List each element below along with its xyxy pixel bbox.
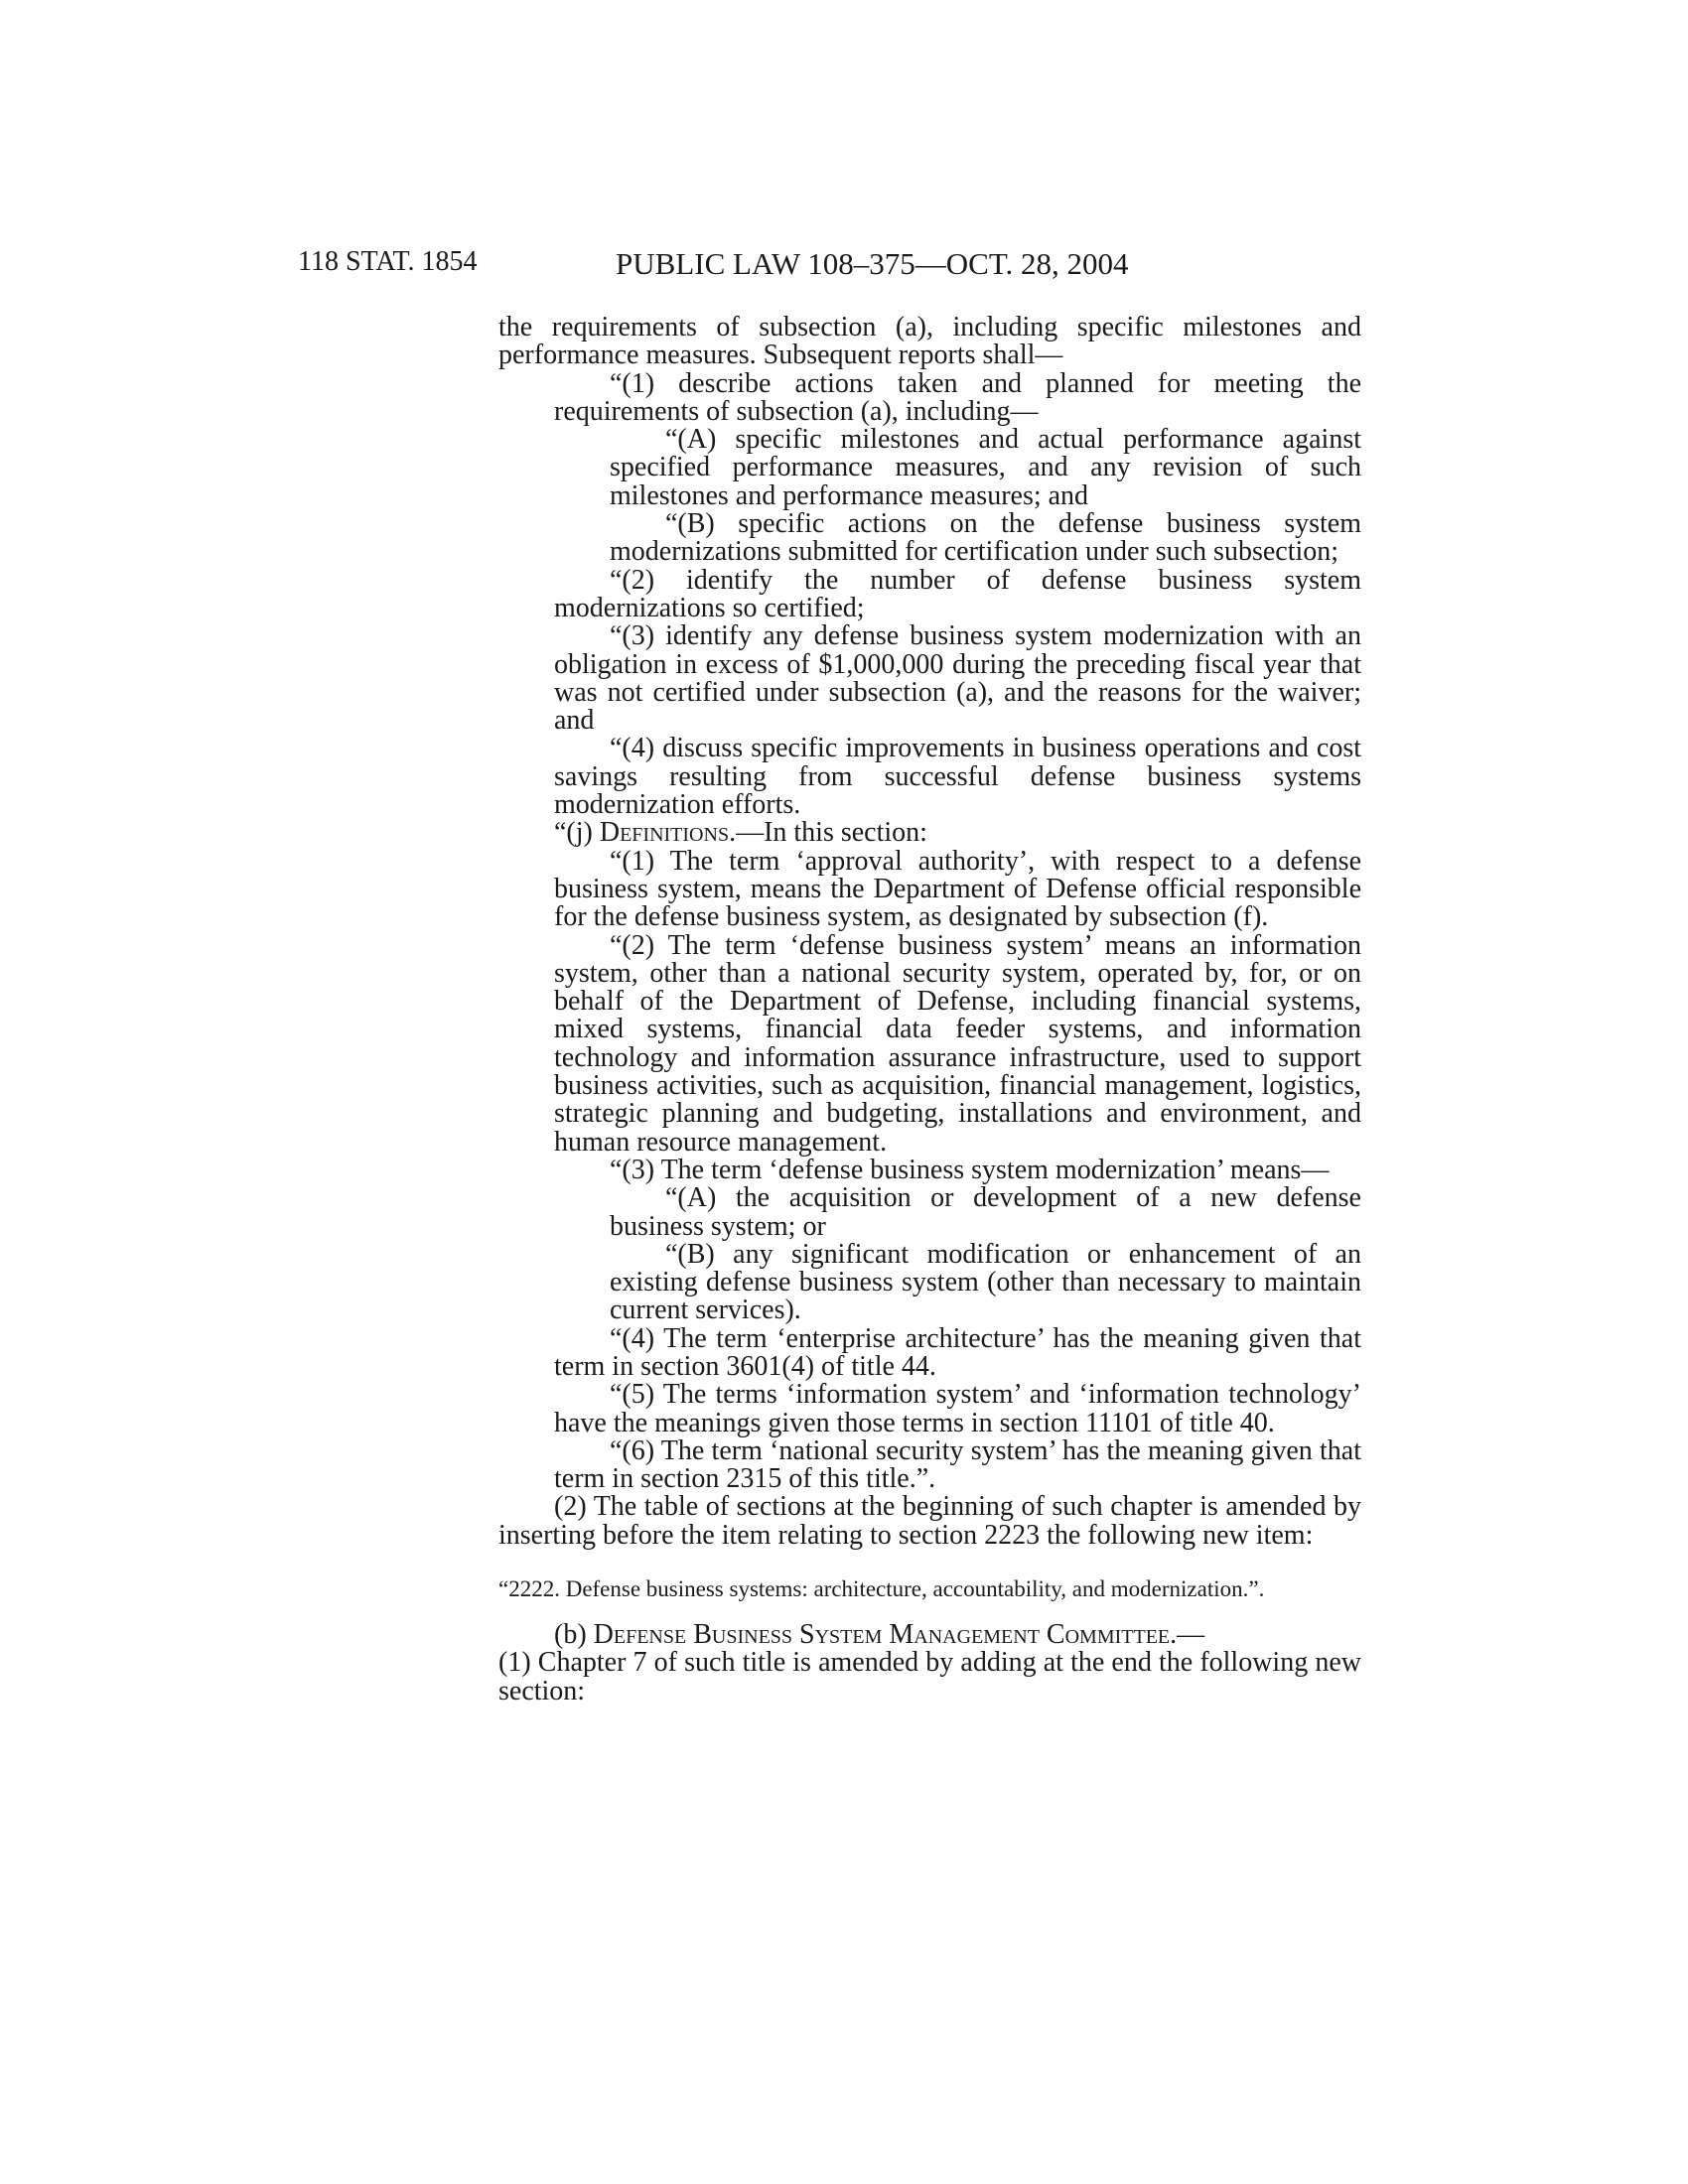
definitions-heading-title: Definitions: [599, 817, 730, 849]
paragraph-report-item-2: “(2) identify the number of defense business system modernizations so certified;: [554, 564, 1361, 623]
definition-modernization-b: “(B) any significant modification or enhancement of an existing defense business system (other than necessary to maintain current services).: [610, 1238, 1361, 1326]
page-header: [0, 246, 1688, 286]
definition-modernization-a: “(A) the acquisition or development of a new defense business system; or: [610, 1182, 1361, 1242]
paragraph-report-item-1: “(1) describe actions taken and planned for meeting the requirements of subsection (a), including—: [554, 367, 1361, 427]
table-of-sections-amendment: (2) The table of sections at the beginning of such chapter is amended by inserting before the item relating to section 2223 the following new item:: [498, 1491, 1361, 1551]
definitions-heading-prefix: “(j): [554, 817, 600, 849]
definition-information-system: “(5) The terms ‘information system’ and ‘information technology’ have the meanings given those terms in section 11101 of title 40.: [554, 1379, 1361, 1438]
paragraph-continuation: the requirements of subsection (a), including specific milestones and performance measures. Subsequent reports shall—: [498, 312, 1361, 371]
table-of-sections-item: “2222. Defense business systems: architecture, accountability, and modernization.”.: [498, 1576, 1265, 1602]
definition-approval-authority: “(1) The term ‘approval authority’, with respect to a defense business system, means the Department of Defense official responsible for the defense business system, as designated by subsection (f).: [554, 845, 1361, 933]
subsection-b-heading-suffix: .—: [1170, 1619, 1205, 1651]
paragraph-report-item-4: “(4) discuss specific improvements in business operations and cost savings resulting from successful defense business systems modernization efforts.: [554, 733, 1361, 821]
paragraph-report-item-1a: “(A) specific milestones and actual performance against specified performance measures, and any revision of such milestones and performance measures; and: [610, 424, 1361, 511]
statute-body: [498, 314, 1361, 1706]
subsection-b-text: (1) Chapter 7 of such title is amended by adding at the end the following new section:: [498, 1647, 1361, 1706]
definition-national-security-system: “(6) The term ‘national security system’ has the meaning given that term in section 2315 of this title.”.: [554, 1434, 1361, 1495]
subsection-b-heading: [498, 1621, 1361, 1706]
definition-defense-business-system: “(2) The term ‘defense business system’ means an information system, other than a national security system, operated by, for, or on behalf of the Department of Defense, including financial systems, mixed systems, financial data feeder systems, and information technology and information assurance infrastructure, used to support business activities, such as acquisition, financial management, logistics, strategic planning and budgeting, installations and environment, and human resource management.: [554, 929, 1361, 1158]
statute-page-reference: 118 STAT. 1854: [298, 246, 478, 277]
paragraph-report-item-1b: “(B) specific actions on the defense business system modernizations submitted for certification under such subsection;: [610, 508, 1361, 568]
definitions-heading-suffix: .—In this section:: [729, 817, 927, 849]
definitions-heading: [498, 819, 1361, 847]
subsection-b-title: Defense Business System Management Committee: [593, 1619, 1171, 1651]
definition-enterprise-architecture: “(4) The term ‘enterprise architecture’ has the meaning given that term in section 3601(4) of title 44.: [554, 1322, 1361, 1382]
definition-modernization: “(3) The term ‘defense business system modernization’ means—: [610, 1154, 1330, 1185]
subsection-b-prefix: (b): [554, 1619, 594, 1651]
public-law-reference: PUBLIC LAW 108–375—OCT. 28, 2004: [616, 246, 1129, 281]
paragraph-report-item-3: “(3) identify any defense business system modernization with an obligation in excess of $1,000,000 during the preceding fiscal year that was not certified under subsection (a), and the reasons for the waiver; and: [554, 620, 1361, 737]
